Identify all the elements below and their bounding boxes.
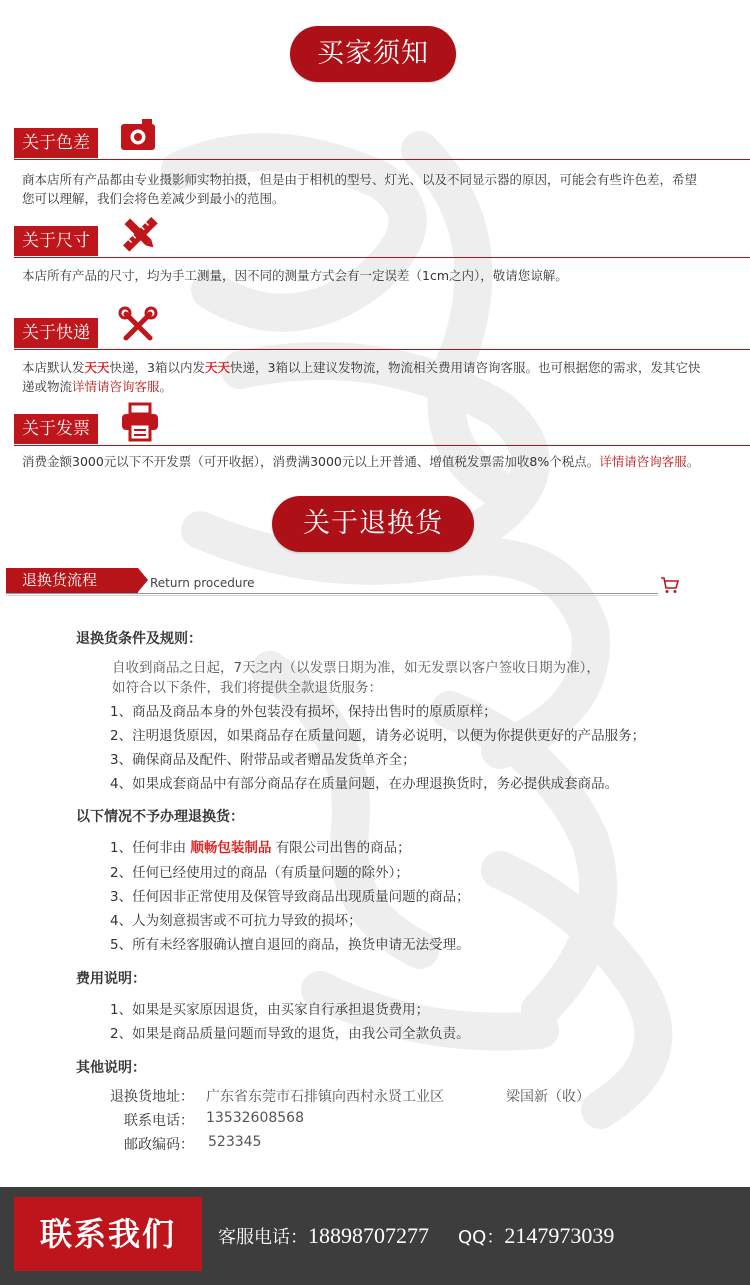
zip-label: 邮政编码：	[124, 1137, 194, 1153]
contact-footer	[0, 1187, 750, 1285]
phone-label: 联系电话：	[124, 1113, 194, 1129]
text-part: 本店默认发	[22, 360, 85, 375]
recipient-value: 梁国新（收）	[506, 1089, 590, 1105]
text-part: 。	[686, 454, 700, 469]
return-procedure-bar	[6, 568, 746, 596]
service-phone	[218, 1223, 429, 1249]
section-text-delivery	[22, 358, 702, 396]
text-part: 消费金额3000元以下不开发票（可开收据），消费满3000元以上开普通、增值税发票需加收8%个税点。	[22, 454, 600, 469]
qq-number: 2147973039	[504, 1223, 615, 1248]
section-header-delivery	[14, 318, 750, 350]
text-part: 1、任何非由	[110, 840, 187, 856]
list-item: 1、如果是买家原因退货，由买家自行承担退货费用；	[110, 1002, 430, 1018]
divider	[14, 257, 750, 258]
tools-icon	[118, 306, 158, 346]
printer-icon	[120, 402, 160, 442]
divider	[14, 159, 750, 160]
text-part: 。	[159, 379, 173, 394]
list-item: 2、注明退货原因，如果商品存在质量问题，请务必说明，以便为你提供更好的产品服务；	[110, 728, 646, 744]
address-label: 退换货地址：	[110, 1089, 194, 1105]
service-phone-number: 18898707277	[308, 1223, 429, 1248]
section-text-size: 本店所有产品的尺寸，均为手工测量，因不同的测量方式会有一定误差（1cm之内），敬请您谅解。	[22, 268, 568, 283]
fees-heading: 费用说明：	[76, 971, 146, 987]
consult-service-link[interactable]: 详情请咨询客服	[599, 454, 687, 469]
section-label-size: 关于尺寸	[14, 226, 98, 256]
contact-title: 联系我们	[14, 1197, 202, 1271]
section-header-invoice	[14, 414, 750, 446]
courier-name: 天天	[205, 360, 231, 375]
list-item: 3、确保商品及配件、附带品或者赠品发货单齐全；	[110, 752, 416, 768]
text-part: 快递，3箱以内发	[109, 360, 205, 375]
section-label-color: 关于色差	[14, 128, 98, 158]
qq-contact	[458, 1223, 614, 1249]
return-procedure-en: Return procedure	[150, 576, 255, 590]
brand-name: 顺畅包装制品	[190, 840, 272, 856]
divider	[6, 593, 658, 594]
list-item: 5、所有未经客服确认擅自退回的商品，换货申请无法受理。	[110, 937, 470, 953]
section-label-delivery: 关于快递	[14, 318, 98, 348]
exclusions-heading: 以下情况不予办理退换货：	[76, 809, 244, 825]
section-label-invoice: 关于发票	[14, 414, 98, 444]
list-item: 1、商品及商品本身的外包装没有损坏，保持出售时的原质原样；	[110, 704, 497, 720]
conditions-intro: 如符合以下条件，我们将提供全款退货服务：	[112, 680, 382, 696]
list-item: 2、任何已经使用过的商品（有质量问题的除外）；	[110, 865, 409, 881]
section-text-color: 商本店所有产品都由专业摄影师实物拍摄，但是由于相机的型号、灯光、以及不同显示器的原因，可能会有些许色差，希望您可以理解，我们会将色差减少到最小的范围。	[22, 172, 698, 206]
other-heading: 其他说明：	[76, 1060, 146, 1076]
consult-service-link[interactable]: 详情请咨询客服	[72, 379, 160, 394]
notice-title-banner	[290, 26, 456, 82]
text-part: 快递，3箱以上建议发物流，物流相关费用请咨询客服。也可根据您的需求，发其它快递或物流	[22, 360, 701, 394]
divider	[6, 595, 658, 596]
notice-title: 买家须知	[317, 38, 429, 69]
ruler-pencil-icon	[120, 214, 160, 254]
list-item: 4、如果成套商品中有部分商品存在质量问题，在办理退换货时，务必提供成套商品。	[110, 776, 619, 792]
list-item: 4、人为刻意损害或不可抗力导致的损坏；	[110, 913, 362, 929]
list-item	[110, 836, 411, 856]
list-item: 2、如果是商品质量问题而导致的退货，由我公司全款负责。	[110, 1026, 470, 1042]
returns-title: 关于退换货	[303, 508, 443, 539]
phone-value: 13532608568	[206, 1110, 304, 1126]
section-header-size	[14, 226, 750, 258]
returns-title-banner	[272, 496, 474, 552]
zip-value: 523345	[208, 1134, 262, 1150]
cart-icon	[660, 576, 680, 594]
conditions-heading: 退换货条件及规则：	[76, 631, 202, 647]
section-text-invoice	[22, 452, 742, 471]
conditions-intro: 自收到商品之日起，7天之内（以发票日期为准，如无发票以客户签收日期为准），	[112, 660, 600, 676]
courier-name: 天天	[84, 360, 110, 375]
service-phone-label: 客服电话：	[218, 1227, 308, 1248]
divider	[14, 349, 750, 350]
text-part: 有限公司出售的商品；	[275, 840, 411, 856]
section-header-color	[14, 128, 750, 160]
camera-icon	[118, 116, 158, 156]
qq-label: QQ：	[458, 1227, 505, 1248]
return-procedure-tab: 退换货流程	[6, 568, 138, 593]
divider	[14, 445, 750, 446]
list-item: 3、任何因非正常使用及保管导致商品出现质量问题的商品；	[110, 889, 470, 905]
address-value: 广东省东莞市石排镇向西村永贤工业区	[206, 1089, 444, 1105]
